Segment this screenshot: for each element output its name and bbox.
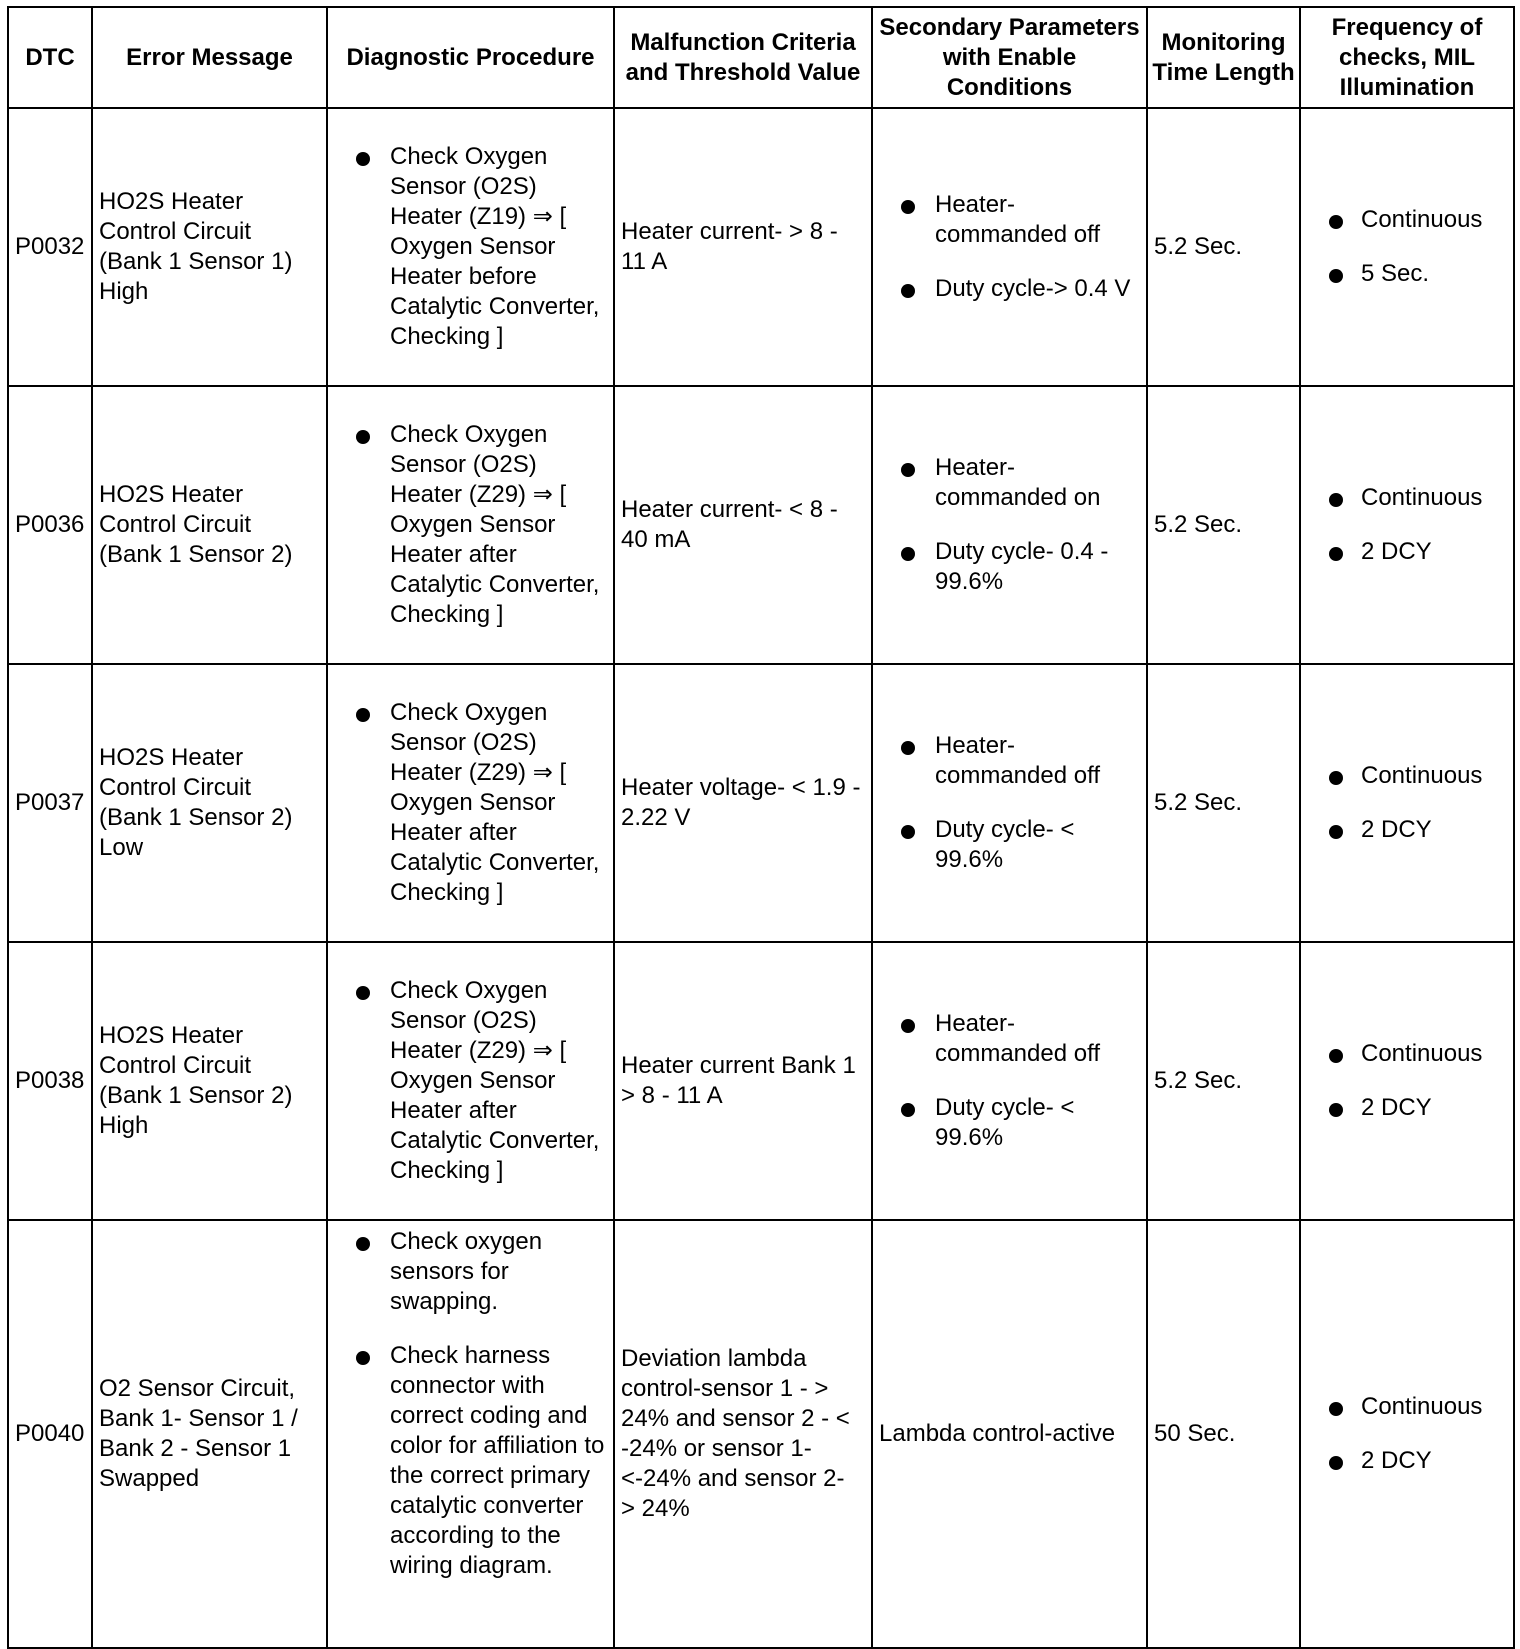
header-malfunction-criteria: Malfunction Criteria and Threshold Value [614, 7, 872, 108]
frequency-list [1307, 483, 1507, 567]
header-error-message: Error Message [92, 7, 327, 108]
error-message: HO2S Heater Control Circuit (Bank 1 Sensor 1) High [92, 108, 327, 386]
procedure-list [334, 420, 607, 630]
frequency-item: Continuous [1307, 205, 1507, 235]
header-dtc: DTC [8, 7, 92, 108]
dtc-table [7, 6, 1515, 1649]
procedure-item: Check harness connector with correct coding and color for affiliation to the correct primary catalytic converter according to the wiring diagram. [334, 1341, 607, 1581]
error-message: HO2S Heater Control Circuit (Bank 1 Sensor 2) [92, 386, 327, 664]
dtc-code: P0038 [8, 942, 92, 1220]
table-row [8, 664, 1514, 942]
monitoring-time: 5.2 Sec. [1147, 664, 1300, 942]
error-message: HO2S Heater Control Circuit (Bank 1 Sensor 2) High [92, 942, 327, 1220]
secondary-parameters [872, 664, 1147, 942]
malfunction-criteria: Deviation lambda control-sensor 1 - > 24% and sensor 2 - < -24% or sensor 1- <-24% and sensor 2- > 24% [614, 1220, 872, 1648]
frequency-item: Continuous [1307, 1392, 1507, 1422]
dtc-code: P0036 [8, 386, 92, 664]
procedure-list [334, 698, 607, 908]
header-frequency: Frequency of checks, MIL Illumination [1300, 7, 1514, 108]
procedure-item: Check Oxygen Sensor (O2S) Heater (Z29) ⇒ [ Oxygen Sensor Heater after Catalytic Converter, Checking ] [334, 976, 607, 1186]
secondary-item: Duty cycle- 0.4 - 99.6% [879, 537, 1140, 597]
frequency [1300, 664, 1514, 942]
frequency-list [1307, 1039, 1507, 1123]
frequency [1300, 1220, 1514, 1648]
monitoring-time: 50 Sec. [1147, 1220, 1300, 1648]
malfunction-criteria: Heater current- > 8 - 11 A [614, 108, 872, 386]
malfunction-criteria: Heater current- < 8 - 40 mA [614, 386, 872, 664]
frequency-list [1307, 1392, 1507, 1476]
dtc-code: P0037 [8, 664, 92, 942]
secondary-list [879, 1009, 1140, 1153]
header-secondary-parameters: Secondary Parameters with Enable Conditions [872, 7, 1147, 108]
secondary-item: Duty cycle- < 99.6% [879, 815, 1140, 875]
procedure-item: Check Oxygen Sensor (O2S) Heater (Z29) ⇒ [ Oxygen Sensor Heater after Catalytic Converter, Checking ] [334, 420, 607, 630]
frequency-item: Continuous [1307, 761, 1507, 791]
malfunction-criteria: Heater voltage- < 1.9 - 2.22 V [614, 664, 872, 942]
secondary-item: Heater- commanded off [879, 1009, 1140, 1069]
error-message: O2 Sensor Circuit, Bank 1- Sensor 1 / Bank 2 - Sensor 1 Swapped [92, 1220, 327, 1648]
frequency [1300, 386, 1514, 664]
frequency-item: Continuous [1307, 1039, 1507, 1069]
dtc-code: P0032 [8, 108, 92, 386]
diagnostic-procedure [327, 664, 614, 942]
diagnostic-procedure [327, 1220, 614, 1648]
frequency-item: Continuous [1307, 483, 1507, 513]
malfunction-criteria: Heater current Bank 1 > 8 - 11 A [614, 942, 872, 1220]
procedure-item: Check Oxygen Sensor (O2S) Heater (Z29) ⇒ [ Oxygen Sensor Heater after Catalytic Converter, Checking ] [334, 698, 607, 908]
diagnostic-procedure [327, 942, 614, 1220]
frequency-list [1307, 205, 1507, 289]
frequency [1300, 942, 1514, 1220]
header-row [8, 7, 1514, 108]
secondary-item: Heater- commanded off [879, 731, 1140, 791]
procedure-list [334, 142, 607, 352]
procedure-item: Check Oxygen Sensor (O2S) Heater (Z19) ⇒ [ Oxygen Sensor Heater before Catalytic Converter, Checking ] [334, 142, 607, 352]
monitoring-time: 5.2 Sec. [1147, 942, 1300, 1220]
procedure-item: Check oxygen sensors for swapping. [334, 1227, 607, 1317]
secondary-list [879, 453, 1140, 597]
procedure-list [334, 1227, 607, 1581]
secondary-item: Heater- commanded off [879, 190, 1140, 250]
secondary-parameters: Lambda control-active [872, 1220, 1147, 1648]
table-row [8, 942, 1514, 1220]
error-message: HO2S Heater Control Circuit (Bank 1 Sensor 2) Low [92, 664, 327, 942]
header-monitoring-time: Monitoring Time Length [1147, 7, 1300, 108]
table-row [8, 386, 1514, 664]
table-row [8, 1220, 1514, 1648]
secondary-item: Heater- commanded on [879, 453, 1140, 513]
diagnostic-procedure [327, 108, 614, 386]
frequency-item: 2 DCY [1307, 537, 1507, 567]
frequency-item: 5 Sec. [1307, 259, 1507, 289]
secondary-parameters [872, 942, 1147, 1220]
frequency-item: 2 DCY [1307, 815, 1507, 845]
frequency-item: 2 DCY [1307, 1093, 1507, 1123]
monitoring-time: 5.2 Sec. [1147, 386, 1300, 664]
dtc-code: P0040 [8, 1220, 92, 1648]
procedure-list [334, 976, 607, 1186]
secondary-parameters [872, 108, 1147, 386]
frequency-item: 2 DCY [1307, 1446, 1507, 1476]
secondary-list [879, 190, 1140, 304]
header-diagnostic-procedure: Diagnostic Procedure [327, 7, 614, 108]
secondary-item: Duty cycle- < 99.6% [879, 1093, 1140, 1153]
secondary-parameters [872, 386, 1147, 664]
frequency-list [1307, 761, 1507, 845]
diagnostic-procedure [327, 386, 614, 664]
monitoring-time: 5.2 Sec. [1147, 108, 1300, 386]
frequency [1300, 108, 1514, 386]
secondary-list [879, 731, 1140, 875]
table-row [8, 108, 1514, 386]
secondary-item: Duty cycle-> 0.4 V [879, 274, 1140, 304]
